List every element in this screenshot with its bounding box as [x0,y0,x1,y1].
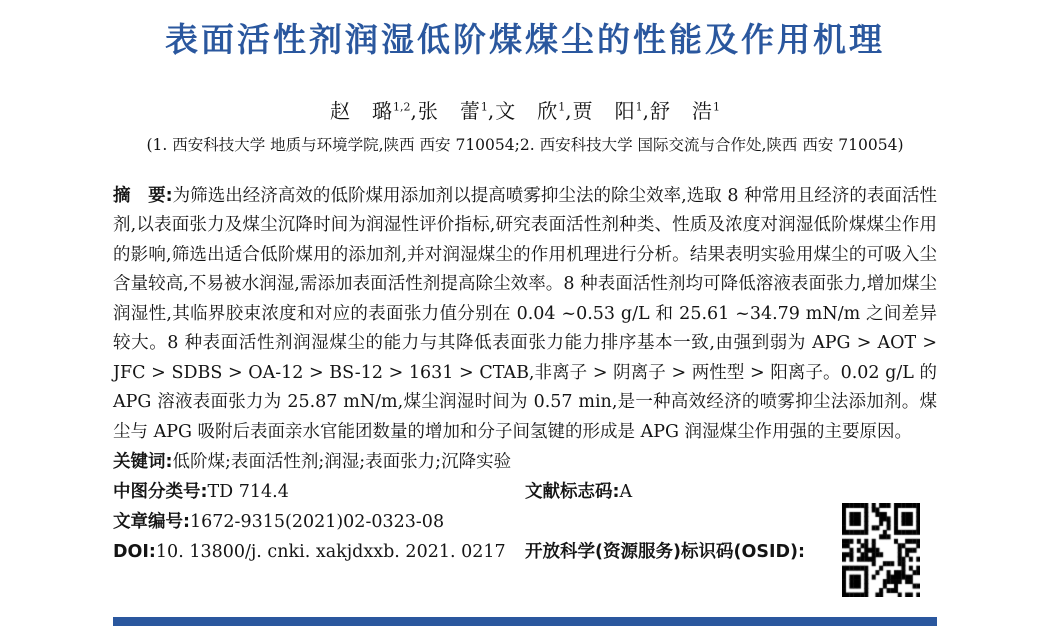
author: 张 蕾$^1$ [417,98,488,123]
clc-value: TD 714.4 [207,482,289,503]
abstract-label: 摘 要: [113,185,173,206]
content-column [113,0,937,567]
clc-row [113,477,937,507]
footer-accent-bar [113,617,937,626]
osid-label: 开放科学(资源服务)标识码(OSID): [525,542,806,563]
author-separator: , [642,98,650,123]
article-no-value: 1672-9315(2021)02-0323-08 [190,512,445,533]
keywords-line [113,447,937,477]
doc-code-value: A [619,482,633,503]
keywords-label: 关键词: [113,452,173,473]
author: 舒 浩$^1$ [649,98,720,123]
author: 文 欣$^1$ [495,98,566,123]
author: 赵 璐$^{1,2}$ [330,98,411,123]
keywords-text: 低阶煤;表面活性剂;润湿;表面张力;沉降实验 [172,452,512,473]
osid-cell [525,537,805,567]
author-superscript: 1 [635,100,643,113]
clc-label: 中图分类号: [113,482,208,503]
doi-label: DOI: [113,542,156,563]
affiliation-line: (1. 西安科技大学 地质与环境学院,陕西 西安 710054;2. 西安科技大学 国际交流与合作处,陕西 西安 710054) [146,135,904,154]
abstract-text: 为筛选出经济高效的低阶煤用添加剂以提高喷雾抑尘法的除尘效率,选取 8 种常用且经济的表面活性剂,以表面张力及煤尘沉降时间为润湿性评价指标,研究表面活性剂种类、性质及浓度对润湿低阶煤煤尘作用的影响,筛选出适合低阶煤用的添加剂,并对润湿煤尘的作用机理进行分析。结果表明实验用煤尘的可吸入尘含量较高,不易被水润湿,需添加表面活性剂提高除尘效率。8 种表面活性剂均可降低溶液表面张力,增加煤尘润湿性,其临界胶束浓度和对应的表面张力值分别在 0.04 ~0.53 g/L 和 25.61 ~34.79 mN/m 之间差异较大。8 种表面活性剂润湿煤尘的能力与其降低表面张力能力排序基本一致,由强到弱为 APG > AOT > JFC > SDBS > OA-12 > BS-12 > 1631 > CTAB,非离子 > 阴离子 > 两性型 > 阳离子。0.02 g/L 的 APG 溶液表面张力为 25.87 mN/m,煤尘润湿时间为 0.57 min,是一种高效经济的喷雾抑尘法添加剂。煤尘与 APG 吸附后表面亲水官能团数量的增加和分子间氢键的形成是 APG 润湿煤尘作用强的主要原因。 [113,185,937,442]
author-superscript: 1 [480,100,488,113]
author-line [113,94,937,124]
article-no-label: 文章编号: [113,512,190,533]
author-separator: , [487,98,496,123]
author-superscript: 1 [558,100,566,113]
paper-title: 表面活性剂润湿低阶煤煤尘的性能及作用机理 [165,20,885,59]
doc-code-cell [525,477,632,507]
author-separator: , [410,98,418,123]
author-superscript: 1,2 [393,100,411,113]
osid-qr-code [842,503,920,597]
author: 贾 阳$^1$ [572,98,643,123]
doc-code-label: 文献标志码: [525,482,620,503]
author-superscript: 1 [712,100,720,113]
doi-row [113,537,937,567]
abstract-paragraph [113,182,937,448]
doi-value: 10. 13800/j. cnki. xakjdxxb. 2021. 0217 [155,542,506,563]
article-no-row [113,507,937,537]
author-separator: , [565,98,573,123]
